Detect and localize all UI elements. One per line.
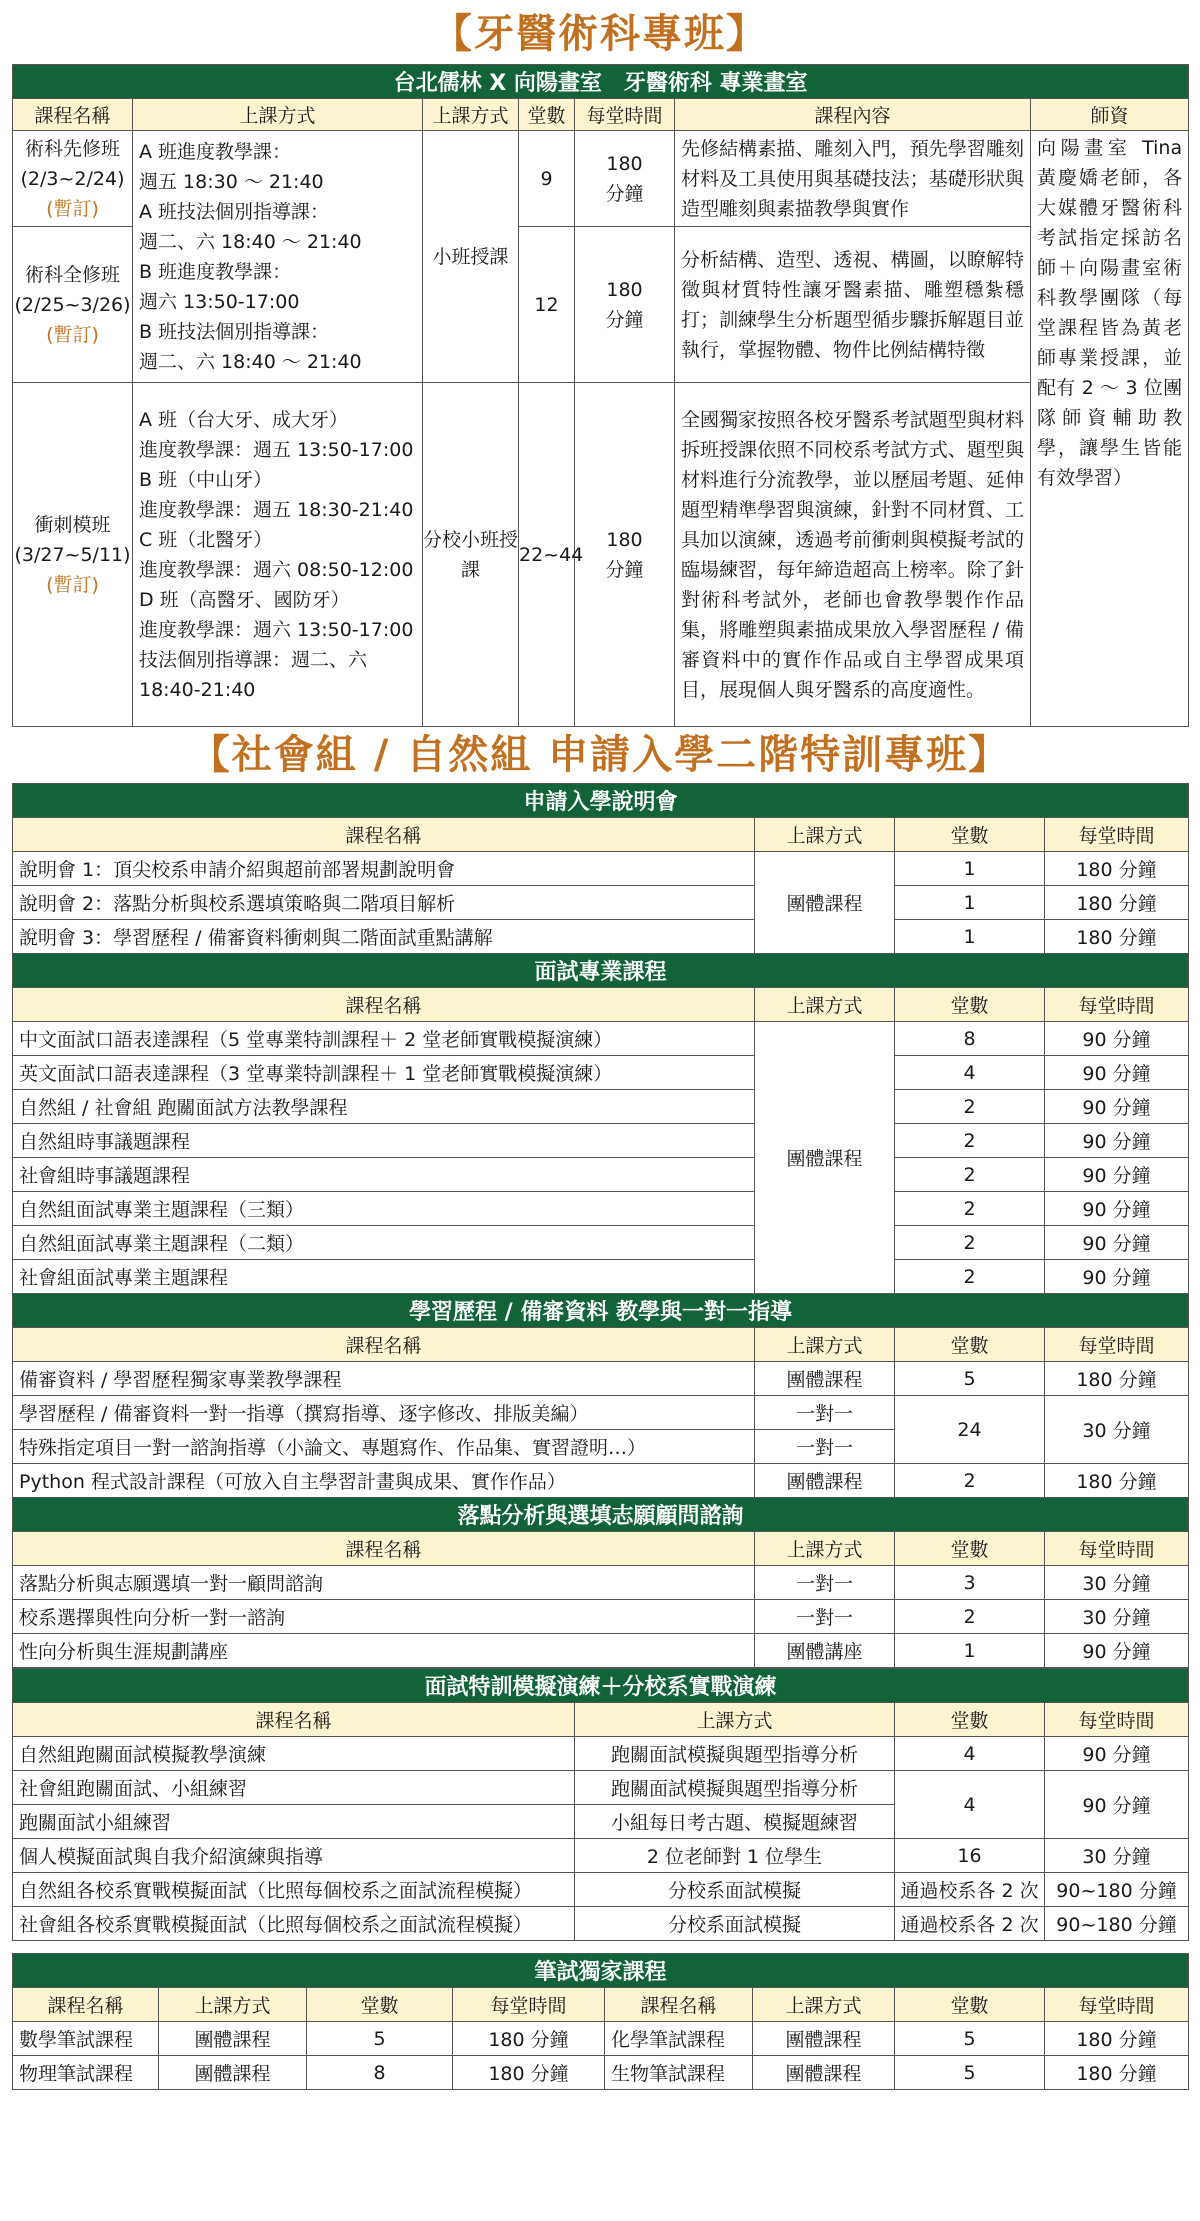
course-note: (暫訂) [46, 197, 99, 220]
course-name-cell: 自然組面試專業主題課程（三類） [13, 1192, 755, 1226]
count-cell: 12 [519, 227, 575, 383]
time-cell: 180 分鐘 [1045, 1464, 1189, 1498]
time-cell: 90~180 分鐘 [1045, 1907, 1189, 1941]
count-cell: 4 [895, 1771, 1045, 1839]
course-name-cell: 說明會 2：落點分析與校系選填策略與二階項目解析 [13, 886, 755, 920]
header-cell: 上課方式 [423, 99, 519, 131]
header-cell: 堂數 [307, 1988, 453, 2022]
course-name-cell: 化學筆試課程 [605, 2022, 753, 2056]
time-cell: 30 分鐘 [1045, 1839, 1189, 1873]
header-cell: 課程內容 [675, 99, 1031, 131]
schedule-line: 週六 13:50-17:00 [139, 290, 300, 313]
time-cell: 180 分鐘 [1045, 852, 1189, 886]
time-unit: 分鐘 [605, 308, 644, 331]
time-cell: 90 分鐘 [1045, 1192, 1189, 1226]
time-cell: 180 分鐘 [1045, 2056, 1189, 2090]
table-row [13, 2022, 1189, 2056]
mode-cell: 小班授課 [423, 131, 519, 383]
mock-interview-table [12, 1668, 1189, 1941]
table-header-row [13, 1532, 1189, 1566]
header-cell: 堂數 [895, 1328, 1045, 1362]
time-cell: 90 分鐘 [1045, 1634, 1189, 1668]
table-row [13, 1260, 1189, 1294]
schedule-line: B 班技法個別指導課： [139, 320, 330, 343]
time-cell: 90 分鐘 [1045, 1056, 1189, 1090]
header-cell: 課程名稱 [13, 1532, 755, 1566]
content-cell: 全國獨家按照各校牙醫系考試題型與材料拆班授課依照不同校系考試方式、題型與材料進行分流教學，並以歷屆考題、延伸題型精準學習與演練，針對不同材質、工具加以演練，透過考前衝刺與模擬考試的臨場練習，每年締造超高上榜率。除了針對術科考試外，老師也會教學製作作品集，將雕塑與素描成果放入學習歷程 / 備審資料中的實作作品或自主學習成果項目，展現個人與牙醫系的高度適性。 [675, 383, 1031, 727]
written-exam-table [12, 1953, 1189, 2090]
application-course-table [12, 783, 1189, 1668]
table-header-row [13, 1328, 1189, 1362]
table-row [13, 1396, 1189, 1430]
count-cell: 5 [895, 2022, 1045, 2056]
count-cell: 2 [895, 1260, 1045, 1294]
course-name-cell [13, 131, 133, 227]
time-cell: 180 分鐘 [1045, 2022, 1189, 2056]
table-row [13, 1907, 1189, 1941]
header-cell: 上課方式 [755, 1532, 895, 1566]
schedule-cell [133, 383, 423, 727]
section1-title: 【牙醫術科專班】 [432, 11, 768, 57]
table-row [13, 1192, 1189, 1226]
table-row [13, 383, 1189, 727]
time-cell: 90 分鐘 [1045, 1090, 1189, 1124]
course-name-cell: 社會組跑關面試、小組練習 [13, 1771, 575, 1805]
header-cell: 每堂時間 [453, 1988, 605, 2022]
header-cell: 上課方式 [133, 99, 423, 131]
header-cell: 堂數 [895, 818, 1045, 852]
count-cell: 1 [895, 852, 1045, 886]
mode-cell: 團體課程 [755, 1464, 895, 1498]
count-cell: 1 [895, 920, 1045, 954]
table-row [13, 1090, 1189, 1124]
header-cell: 課程名稱 [13, 988, 755, 1022]
header-cell: 堂數 [895, 1988, 1045, 2022]
schedule-line: 週五 18:30 ～ 21:40 [139, 170, 324, 193]
section2-title: 【社會組 / 自然組 申請入學二階特訓專班】 [189, 732, 1011, 778]
group-bar-portfolio: 學習歷程 / 備審資料 教學與一對一指導 [13, 1294, 1189, 1328]
mode-cell: 2 位老師對 1 位學生 [575, 1839, 895, 1873]
content-cell: 分析結構、造型、透視、構圖，以瞭解特徵與材質特性讓牙醫素描、雕塑穩紮穩打；訓練學生分析題型循步驟拆解題目並執行，掌握物體、物件比例結構特徵 [675, 227, 1031, 383]
header-cell: 上課方式 [159, 1988, 307, 2022]
time-cell [575, 383, 675, 727]
time-cell: 90 分鐘 [1045, 1124, 1189, 1158]
mode-cell: 團體課程 [755, 852, 895, 954]
time-cell: 90 分鐘 [1045, 1022, 1189, 1056]
table-row [13, 2056, 1189, 2090]
header-cell: 堂數 [895, 1703, 1045, 1737]
mode-cell: 跑關面試模擬與題型指導分析 [575, 1737, 895, 1771]
course-dates: (2/25~3/26) [14, 293, 131, 316]
course-name-cell: 落點分析與志願選填一對一顧問諮詢 [13, 1566, 755, 1600]
mode-cell: 分校小班授課 [423, 383, 519, 727]
course-name-cell: 自然組跑關面試模擬教學演練 [13, 1737, 575, 1771]
schedule-line: D 班（高醫牙、國防牙） [139, 588, 350, 611]
mode-cell: 團體課程 [753, 2056, 895, 2090]
table-row [13, 852, 1189, 886]
group-bar-interview: 面試專業課程 [13, 954, 1189, 988]
count-cell: 2 [895, 1192, 1045, 1226]
schedule-line: 18:40-21:40 [139, 678, 256, 701]
course-dates: (3/27~5/11) [14, 543, 131, 566]
course-name-cell: 性向分析與生涯規劃講座 [13, 1634, 755, 1668]
header-cell: 課程名稱 [605, 1988, 753, 2022]
table-row [13, 1022, 1189, 1056]
course-name-cell: Python 程式設計課程（可放入自主學習計畫與成果、實作作品） [13, 1464, 755, 1498]
mode-cell: 團體課程 [755, 1022, 895, 1294]
schedule-cell [133, 131, 423, 383]
table-row [13, 1158, 1189, 1192]
header-cell: 堂數 [895, 1532, 1045, 1566]
table-row [13, 1634, 1189, 1668]
count-cell: 8 [895, 1022, 1045, 1056]
header-cell: 課程名稱 [13, 1703, 575, 1737]
header-cell: 上課方式 [753, 1988, 895, 2022]
count-cell: 2 [895, 1124, 1045, 1158]
mode-cell: 團體課程 [159, 2056, 307, 2090]
time-cell [575, 227, 675, 383]
count-cell: 通過校系各 2 次 [895, 1907, 1045, 1941]
header-cell: 課程名稱 [13, 818, 755, 852]
time-cell: 180 分鐘 [1045, 1362, 1189, 1396]
time-cell: 30 分鐘 [1045, 1566, 1189, 1600]
course-name-cell: 中文面試口語表達課程（5 堂專業特訓課程＋ 2 堂老師實戰模擬演練） [13, 1022, 755, 1056]
schedule-line: B 班進度教學課： [139, 260, 292, 283]
table-row [13, 1464, 1189, 1498]
time-cell: 90 分鐘 [1045, 1158, 1189, 1192]
course-name-cell: 自然組各校系實戰模擬面試（比照每個校系之面試流程模擬） [13, 1873, 575, 1907]
group-bar-mock-interview: 面試特訓模擬演練＋分校系實戰演練 [13, 1669, 1189, 1703]
course-name: 衝刺模班 [34, 513, 111, 536]
table-row [13, 1771, 1189, 1805]
time-cell: 90 分鐘 [1045, 1737, 1189, 1771]
schedule-line: A 班技法個別指導課： [139, 200, 330, 223]
header-cell: 上課方式 [755, 1328, 895, 1362]
table-row [13, 886, 1189, 920]
table-row [13, 1124, 1189, 1158]
time-cell: 180 分鐘 [1045, 920, 1189, 954]
course-name-cell: 個人模擬面試與自我介紹演練與指導 [13, 1839, 575, 1873]
count-cell: 4 [895, 1056, 1045, 1090]
table-header-row [13, 818, 1189, 852]
count-cell: 2 [895, 1464, 1045, 1498]
header-cell: 每堂時間 [1045, 818, 1189, 852]
count-cell: 通過校系各 2 次 [895, 1873, 1045, 1907]
header-cell: 師資 [1031, 99, 1189, 131]
header-cell: 每堂時間 [1045, 988, 1189, 1022]
time-cell: 90 分鐘 [1045, 1226, 1189, 1260]
mode-cell: 一對一 [755, 1600, 895, 1634]
time-cell: 180 分鐘 [453, 2022, 605, 2056]
count-cell: 1 [895, 886, 1045, 920]
schedule-line: 進度教學課：週六 08:50-12:00 [139, 558, 414, 581]
count-cell: 2 [895, 1226, 1045, 1260]
mode-cell: 一對一 [755, 1566, 895, 1600]
table-row [13, 1737, 1189, 1771]
header-cell: 每堂時間 [1045, 1988, 1189, 2022]
count-cell: 2 [895, 1600, 1045, 1634]
count-cell: 2 [895, 1158, 1045, 1192]
table-row [13, 1600, 1189, 1634]
course-name: 術科全修班 [24, 263, 120, 286]
course-name-cell: 社會組面試專業主題課程 [13, 1260, 755, 1294]
schedule-line: A 班（台大牙、成大牙） [139, 408, 349, 431]
table-header-row [13, 1988, 1189, 2022]
course-name-cell: 社會組各校系實戰模擬面試（比照每個校系之面試流程模擬） [13, 1907, 575, 1941]
dental-course-table [12, 64, 1189, 727]
header-cell: 課程名稱 [13, 1988, 159, 2022]
count-cell: 5 [895, 2056, 1045, 2090]
table-row [13, 1839, 1189, 1873]
mode-cell: 團體課程 [755, 1362, 895, 1396]
course-name-cell: 生物筆試課程 [605, 2056, 753, 2090]
mode-cell: 分校系面試模擬 [575, 1907, 895, 1941]
content-cell: 先修結構素描、雕刻入門，預先學習雕刻材料及工具使用與基礎技法；基礎形狀與造型雕刻與素描教學與實作 [675, 131, 1031, 227]
course-name-cell: 說明會 3：學習歷程 / 備審資料衝刺與二階面試重點講解 [13, 920, 755, 954]
table-row [13, 1226, 1189, 1260]
header-cell: 上課方式 [575, 1703, 895, 1737]
time-unit: 分鐘 [605, 182, 644, 205]
count-cell: 22~44 [519, 383, 575, 727]
time-cell: 90~180 分鐘 [1045, 1873, 1189, 1907]
mode-cell: 小組每日考古題、模擬題練習 [575, 1805, 895, 1839]
count-cell: 16 [895, 1839, 1045, 1873]
count-cell: 9 [519, 131, 575, 227]
time-value: 180 [606, 152, 643, 175]
mode-cell: 團體課程 [159, 2022, 307, 2056]
course-name-cell: 跑關面試小組練習 [13, 1805, 575, 1839]
time-cell: 30 分鐘 [1045, 1600, 1189, 1634]
mode-cell: 團體課程 [753, 2022, 895, 2056]
time-cell: 30 分鐘 [1045, 1396, 1189, 1464]
schedule-line: B 班（中山牙） [139, 468, 273, 491]
header-cell: 堂數 [895, 988, 1045, 1022]
schedule-line: 進度教學課：週六 13:50-17:00 [139, 618, 414, 641]
header-cell: 每堂時間 [1045, 1328, 1189, 1362]
time-cell [575, 131, 675, 227]
time-unit: 分鐘 [605, 558, 644, 581]
time-cell: 180 分鐘 [453, 2056, 605, 2090]
count-cell: 1 [895, 1634, 1045, 1668]
course-name-cell: 校系選擇與性向分析一對一諮詢 [13, 1600, 755, 1634]
time-value: 180 [606, 528, 643, 551]
table-row [13, 131, 1189, 227]
schedule-line: C 班（北醫牙） [139, 528, 273, 551]
count-cell: 4 [895, 1737, 1045, 1771]
table-header-row [13, 99, 1189, 131]
count-cell: 5 [895, 1362, 1045, 1396]
schedule-line: 週二、六 18:40 ～ 21:40 [139, 350, 362, 373]
table-row [13, 1362, 1189, 1396]
course-name-cell: 自然組時事議題課程 [13, 1124, 755, 1158]
time-cell: 90 分鐘 [1045, 1260, 1189, 1294]
header-cell: 每堂時間 [1045, 1532, 1189, 1566]
group-bar-written-exam: 筆試獨家課程 [13, 1954, 1189, 1988]
count-cell: 8 [307, 2056, 453, 2090]
group-bar-consulting: 落點分析與選填志願顧問諮詢 [13, 1498, 1189, 1532]
count-cell: 5 [307, 2022, 453, 2056]
table-row [13, 1566, 1189, 1600]
time-value: 180 [606, 278, 643, 301]
teacher-cell: 向陽畫室 Tina 黃慶嬌老師，各大媒體牙醫術科考試指定採訪名師＋向陽畫室術科教學團隊（每堂課程皆為黃老師專業授課，並配有 2 ～ 3 位團隊師資輔助教學，讓學生皆能有效學習） [1031, 131, 1189, 727]
group-bar-briefing: 申請入學說明會 [13, 784, 1189, 818]
schedule-line: 週二、六 18:40 ～ 21:40 [139, 230, 362, 253]
header-cell: 堂數 [519, 99, 575, 131]
table-row [13, 920, 1189, 954]
course-name-cell: 備審資料 / 學習歷程獨家專業教學課程 [13, 1362, 755, 1396]
schedule-line: 技法個別指導課：週二、六 [139, 648, 368, 671]
mode-cell: 一對一 [755, 1396, 895, 1430]
course-note: (暫訂) [46, 573, 99, 596]
course-name-cell: 英文面試口語表達課程（3 堂專業特訓課程＋ 1 堂老師實戰模擬演練） [13, 1056, 755, 1090]
schedule-line: 進度教學課：週五 13:50-17:00 [139, 438, 414, 461]
header-cell: 課程名稱 [13, 1328, 755, 1362]
header-cell: 每堂時間 [1045, 1703, 1189, 1737]
table-header-row [13, 1703, 1189, 1737]
table-row [13, 1056, 1189, 1090]
course-name-cell: 學習歷程 / 備審資料一對一指導（撰寫指導、逐字修改、排版美編） [13, 1396, 755, 1430]
table-row [13, 1873, 1189, 1907]
course-name-cell: 物理筆試課程 [13, 2056, 159, 2090]
count-cell: 24 [895, 1396, 1045, 1464]
course-name-cell: 特殊指定項目一對一諮詢指導（小論文、專題寫作、作品集、實習證明…） [13, 1430, 755, 1464]
mode-cell: 團體講座 [755, 1634, 895, 1668]
time-cell: 90 分鐘 [1045, 1771, 1189, 1839]
course-name: 術科先修班 [24, 137, 120, 160]
course-note: (暫訂) [46, 323, 99, 346]
course-dates: (2/3~2/24) [20, 167, 125, 190]
mode-cell: 跑關面試模擬與題型指導分析 [575, 1771, 895, 1805]
mode-cell: 分校系面試模擬 [575, 1873, 895, 1907]
schedule-line: 進度教學課：週五 18:30-21:40 [139, 498, 414, 521]
header-cell: 課程名稱 [13, 99, 133, 131]
header-cell: 每堂時間 [575, 99, 675, 131]
table-header-row [13, 988, 1189, 1022]
count-cell: 3 [895, 1566, 1045, 1600]
time-cell: 180 分鐘 [1045, 886, 1189, 920]
course-name-cell: 數學筆試課程 [13, 2022, 159, 2056]
count-cell: 2 [895, 1090, 1045, 1124]
header-cell: 上課方式 [755, 818, 895, 852]
section1-bar: 台北儒林 X 向陽畫室 牙醫術科 專業畫室 [13, 65, 1189, 99]
course-name-cell [13, 383, 133, 727]
course-name-cell: 自然組 / 社會組 跑關面試方法教學課程 [13, 1090, 755, 1124]
course-name-cell: 說明會 1：頂尖校系申請介紹與超前部署規劃說明會 [13, 852, 755, 886]
mode-cell: 一對一 [755, 1430, 895, 1464]
header-cell: 上課方式 [755, 988, 895, 1022]
schedule-line: A 班進度教學課： [139, 140, 292, 163]
course-name-cell [13, 227, 133, 383]
course-name-cell: 社會組時事議題課程 [13, 1158, 755, 1192]
course-name-cell: 自然組面試專業主題課程（二類） [13, 1226, 755, 1260]
